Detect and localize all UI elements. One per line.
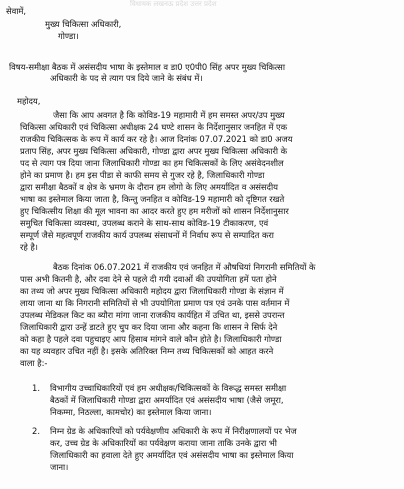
list-item-line: विभागीय उच्चाधिकारियों एवं हम अधीक्षक/चिकित्सकों के विरूद्ध समस्त समीक्षा [50,383,287,393]
list-item-line: निकम्मा, निठल्ला, कामचोर) का इस्तेमाल किया जाना। [50,407,212,417]
list-number: 1. [32,383,40,393]
list-item-line: निम्न ग्रेड के अधिकारियों को पर्यवेक्षणीय अधिकारी के रूप में निरीक्षणालयों पर भेज [50,426,297,436]
subject-line-2: अधिकारी के पद से त्याग पत्र दिये जाने के संबंध में। [50,73,203,83]
list-item-line: बैठकों में जिलाधिकारी गोण्डा द्वारा अमर्यादित एवं असंसदीय भाषा (जैसे जमूरा, [50,395,284,405]
list-item-line: कर, उच्च ग्रेड के अधिकारियों का पर्यवेक्षण कराया जाना ताकि उनके द्वारा भी [50,438,277,448]
para1-line: भाषा का इस्तेमाल किया जाता है, किन्तु जनहित व कोविड-19 महामारी को दृष्टिगत रखते [20,194,285,204]
para1-line: समुचित चिकित्सा व्यवस्था, उपलब्ध कराने के साथ-साथ कोविड-19 टीकाकरण, एवं [20,218,269,228]
para1-line: जैसा कि आप अवगत है कि कोविड-19 महामारी में हम समस्त अपर/उप मुख्य [53,110,285,120]
subject-line-1: विषय-समीक्षा बैठक में असंसदीय भाषा के इस्तेमाल व डा0 ए0पी0 सिंह अपर मुख्य चिकित्सा [9,62,285,72]
list-number: 2. [32,426,40,436]
para1-line: चिकित्सा अधिकारी एवं चिकित्सा अधीक्षक 24 घण्टे शासन के निर्देशानुसार जनहित में एक [20,122,288,132]
para2-line: जिलाधिकारी द्वारा उन्हें डाटते हुए चुप कर दिया जाना और कहना कि शासन ने सिर्फ देने [20,322,278,332]
para2-line: पास अभी कितनी है, और दवा देने से पहले दी गयी दवाओं की उपयोगिता हमें पता होने [20,274,277,284]
para1-line: प्रताप सिंह, अपर मुख्य चिकित्सा अधिकारी, गोण्डा द्वारा अपर मुख्य चिकित्सा अधिकारी के [20,146,288,156]
para1-line: राजकीय चिकित्सक के रूप में कार्य कर रहे है। आज दिनांक 07.07.2021 को डा0 अजय [20,134,293,144]
para2-line: बैठक दिनांक 06.07.2021 में राजकीय एवं जनहित में औषधियां निगरानी समितियों के [53,262,316,272]
list-item-line: जाना। [50,462,69,472]
para1-line: हुए चिकित्सीय शिक्षा की मूल भावना का आदर करते हुए हम मरीजों को शासन निर्देशानुसार [20,206,289,216]
para1-line: पद से त्याग पत्र दिया जाना जिलाधिकारी गोण्डा का हम चिकित्सकों के लिए असंवेदनशील [20,158,284,168]
para1-line: रहे है। [20,242,38,252]
para1-line: द्वारा समीक्षा बैठकों व क्षेत्र के भ्रमण के दौरान हम लोगो के लिए अमर्यादित व असंसदीय [20,182,278,192]
para1-line: सम्पूर्ण जैसे महत्वपूर्ण राजकीय कार्य उपलब्ध संसाधनों में निर्वाध रूप से सम्पादित करा [20,230,274,240]
recipient-line-1: मुख्य चिकित्सा अधिकारी, [45,19,122,29]
para2-line: का तथ्य जो अपर मुख्य चिकित्सा अधिकारी महोदय द्वारा जिलाधिकारी गोण्डा के संज्ञान में [20,286,284,296]
recipient-line-2: गोण्डा। [58,31,79,41]
salutation: सेवामें, [6,6,26,16]
para2-line: का यह व्यवहार उचित नहीं है। इसके अतिरिक्त निम्न तथ्य चिकित्सकों को आहत करने [20,346,274,356]
list-item-line: जिलाधिकारी का हवाला देते हुए अमर्यादित एवं असंसदीय भाषा का इस्तेमाल किया [50,450,294,460]
para2-line: उपलब्ध मेडिकल किट का ब्यौरा मांगा जाना राजकीय कार्यहित में उचित था, इससे उपरान्त [20,310,285,320]
faint-letterhead-text: विधायक लखनऊ प्रदेश उत्तर प्रदेश [130,0,217,8]
para1-line: होने का प्रमाण है। हम इस पीडा से काफी समय से गुजर रहे है, जिलाधिकारी गोण्डा [20,170,265,180]
para2-line: को कहा है पहले दवा पहुचाइए आप हिसाब मांगने वाले कौन होते है। जिलाधिकारी गोण्डा [20,334,282,344]
greeting: महोदय, [17,96,41,106]
para2-line: वाला है:- [20,358,48,368]
para2-line: लाया जाना था कि निगरानी समितियों से भी उपयोगिता प्रमाण पत्र एवं उनके पास वर्तमान में [20,298,290,308]
